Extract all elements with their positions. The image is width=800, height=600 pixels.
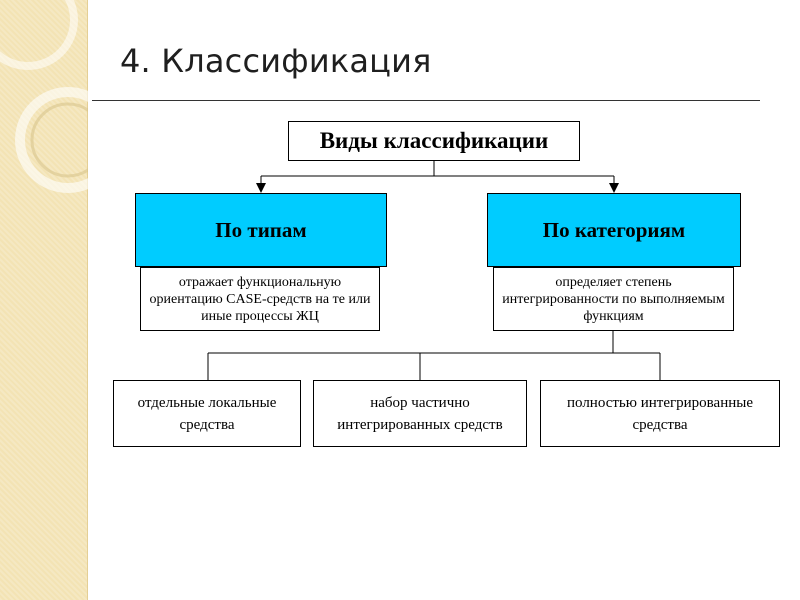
- slide-title: 4. Классификация: [120, 42, 432, 80]
- root-node: Виды классификации: [288, 121, 580, 161]
- category-description-types: отражает функциональную ориентацию CASE-средств на те или иные процессы ЖЦ: [140, 267, 380, 331]
- category-node-types: По типам: [135, 193, 387, 267]
- arrow-head-left: [256, 183, 266, 193]
- category-description-categories: определяет степень интегрированности по выполняемым функциям: [493, 267, 734, 331]
- arrow-head-right: [609, 183, 619, 193]
- category-node-categories: По категориям: [487, 193, 741, 267]
- subcategory-node-full: полностью интегрированные средства: [540, 380, 780, 447]
- subcategory-node-local: отдельные локальные средства: [113, 380, 301, 447]
- subcategory-node-partial: набор частично интегрированных средств: [313, 380, 527, 447]
